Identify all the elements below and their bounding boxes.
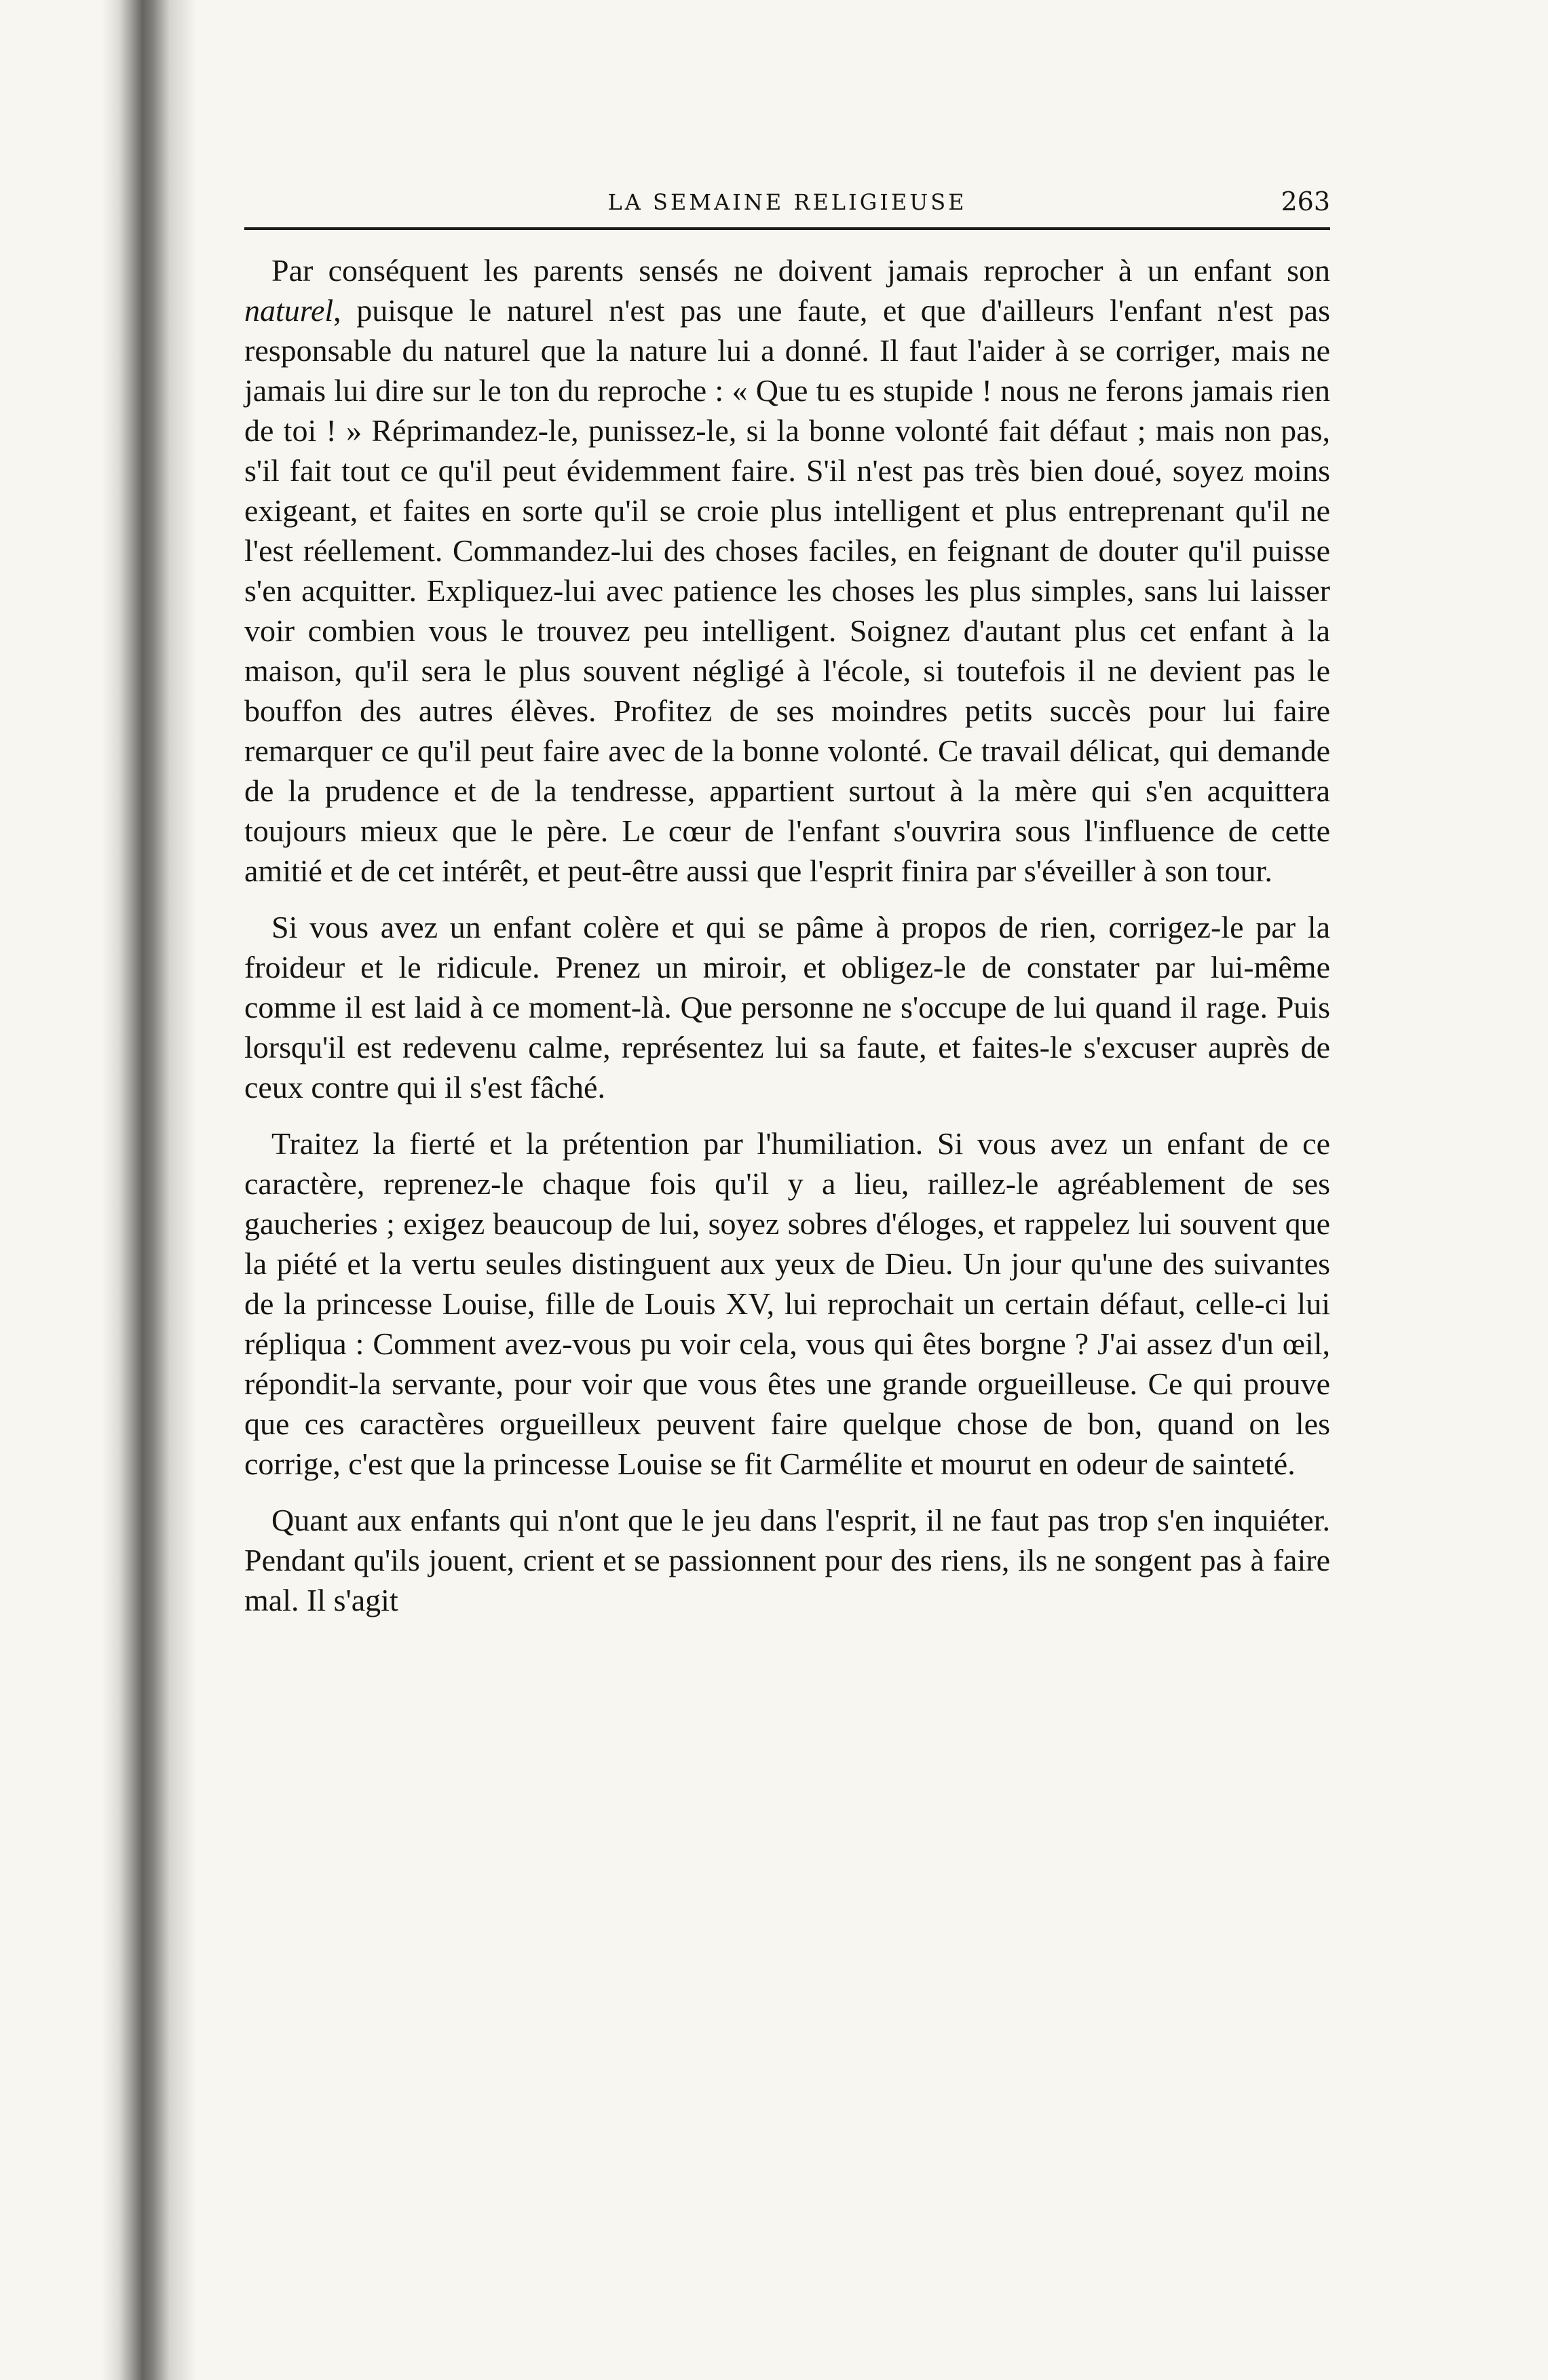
paragraph-1-emphasis: naturel [244,293,334,328]
paragraph-1 [244,250,1330,891]
paragraph-2: Si vous avez un enfant colère et qui se pâme à propos de rien, corrigez-le par la froideur et le ridicule. Prenez un miroir, et obligez-le de constater par lui-même comme il est laid à ce moment-là. Que personne ne s'occupe de lui quand il rage. Puis lorsqu'il est redevenu calme, représentez lui sa faute, et faites-le s'excuser auprès de ceux contre qui il s'est fâché. [244,910,1330,1105]
scan-binding-edge [0,0,204,2380]
paragraph-1-rest: , puisque le naturel n'est pas une faute, et que d'ailleurs l'enfant n'est pas responsable du naturel que la nature lui a donné. Il faut l'aider à se corriger, mais ne jamais lui dire sur le ton du reproche : « Que tu es stupide ! nous ne ferons jamais rien de toi ! » Réprimandez-le, punissez-le, si la bonne volonté fait défaut ; mais non pas, s'il fait tout ce qu'il peut évidemment faire. S'il n'est pas très bien doué, soyez moins exigeant, et faites en sorte qu'il se croie plus intelligent et plus entreprenant qu'il ne l'est réellement. Commandez-lui des choses faciles, en feignant de douter qu'il puisse s'en acquitter. Expliquez-lui avec patience les choses les plus simples, sans lui laisser voir combien vous le trouvez peu intelligent. Soignez d'autant plus cet enfant à la maison, qu'il sera le plus souvent négligé à l'école, si toutefois il ne devient pas le bouffon des autres élèves. Profitez de ses moindres petits succès pour lui faire remarquer ce qu'il peut faire avec de la bonne volonté. Ce travail délicat, qui demande de la prudence et de la tendresse, appartient surtout à la mère qui s'en acquittera toujours mieux que le père. Le cœur de l'enfant s'ouvrira sous l'influence de cette amitié et de cet intérêt, et peut-être aussi que l'esprit finira par s'éveiller à son tour. [244,293,1330,888]
paragraph-3: Traitez la fierté et la prétention par l'humiliation. Si vous avez un enfant de ce caractère, reprenez-le chaque fois qu'il y a lieu, raillez-le agréablement de ses gaucheries ; exigez beaucoup de lui, soyez sobres d'éloges, et rappelez lui souvent que la piété et la vertu seules distinguent aux yeux de Dieu. Un jour qu'une des suivantes de la princesse Louise, fille de Louis XV, lui reprochait un certain défaut, celle-ci lui répliqua : Comment avez-vous pu voir cela, vous qui êtes borgne ? J'ai assez d'un œil, répondit-la servante, pour voir que vous êtes une grande orgueilleuse. Ce qui prouve que ces caractères orgueilleux peuvent faire quelque chose de bon, quand on les corrige, c'est que la princesse Louise se fit Carmélite et mourut en odeur de sainteté. [244,1126,1330,1481]
paragraph-4: Quant aux enfants qui n'ont que le jeu dans l'esprit, il ne faut pas trop s'en inquiéter. Pendant qu'ils jouent, crient et se passionnent pour des riens, ils ne songent pas à faire mal. Il s'agit [244,1503,1330,1617]
body-text [244,250,1330,1620]
book-page [244,180,1330,1636]
running-title: LA SEMAINE RELIGIEUSE [607,189,967,215]
page-number: 263 [1281,187,1330,216]
paragraph-1-start: Par conséquent les parents sensés ne doivent jamais reprocher à un enfant son [271,253,1330,288]
running-header [244,180,1330,230]
